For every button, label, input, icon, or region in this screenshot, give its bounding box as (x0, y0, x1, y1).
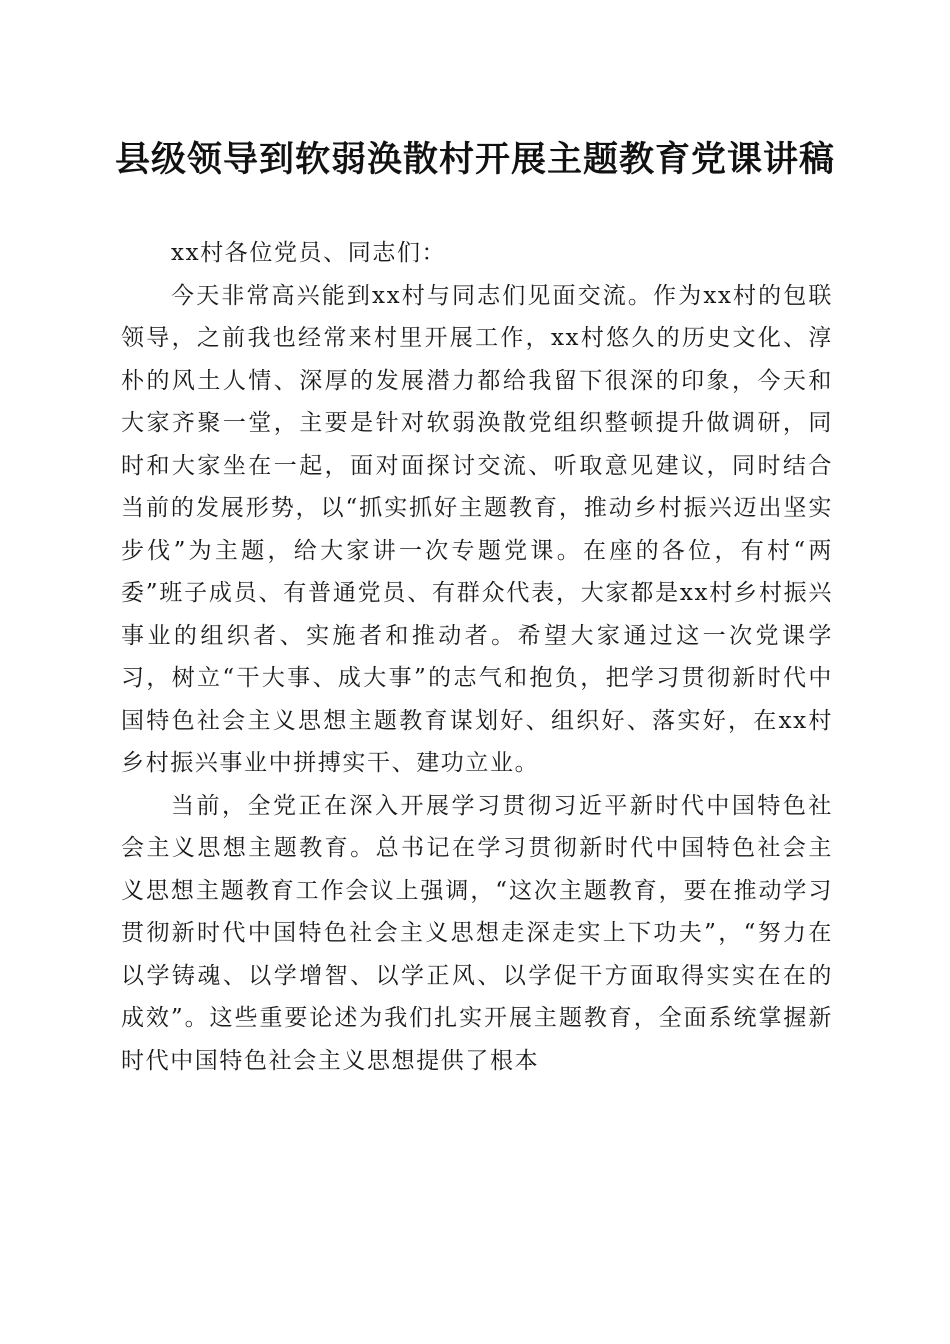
salutation: xx村各位党员、同志们： (171, 240, 447, 266)
paragraph-2: 当前，全党正在深入开展学习贯彻习近平新时代中国特色社会主义思想主题教育。总书记在学习贯彻新时代中国特色社会主义思想主题教育工作会议上强调，“这次主题教育，要在推动学习贯彻新时代中国特色社会主义思想走深走实上下功夫”，“努力在以学铸魂、以学增智、以学正风、以学促干方面取得实实在在的成效”。这些重要论述为我们扎实开展主题教育，全面系统掌握新时代中国特色社会主义思想提供了根本 (121, 792, 833, 1074)
document-title: 县级领导到软弱涣散村开展主题教育党课讲稿 (114, 139, 835, 180)
document-body (121, 232, 833, 1082)
paragraph-1: 今天非常高兴能到xx村与同志们见面交流。作为xx村的包联领导，之前我也经常来村里开展工作，xx村悠久的历史文化、淳朴的风土人情、深厚的发展潜力都给我留下很深的印象，今天和大家齐聚一堂，主要是针对软弱涣散党组织整顿提升做调研，同时和大家坐在一起，面对面探讨交流、听取意见建议，同时结合当前的发展形势，以“抓实抓好主题教育，推动乡村振兴迈出坚实步伐”为主题，给大家讲一次专题党课。在座的各位，有村“两委”班子成员、有普通党员、有群众代表，大家都是xx村乡村振兴事业的组织者、实施者和推动者。希望大家通过这一次党课学习，树立“干大事、成大事”的志气和抱负，把学习贯彻新时代中国特色社会主义思想主题教育谋划好、组织好、落实好，在xx村乡村振兴事业中拼搏实干、建功立业。 (121, 282, 833, 776)
